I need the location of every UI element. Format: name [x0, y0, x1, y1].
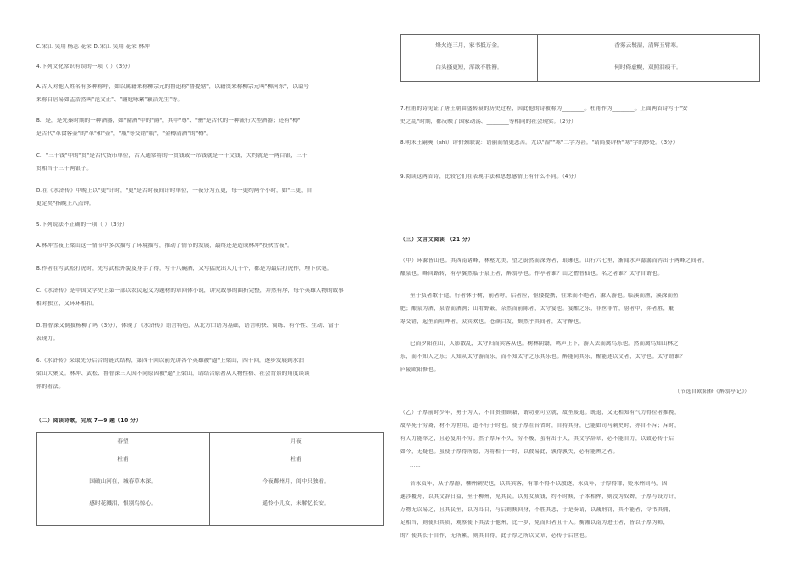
text-line: C.宋江 吴用 杨志 花荣 D.宋江 吴用 花荣 林冲	[36, 44, 150, 50]
text-line: 更定矣"指晚上八点钟。	[36, 201, 95, 207]
option-c: C．"三千钱"中的"贯"是古代货币单位，古人通常将的一贯钱或一吊钱就是一千文钱，大约就是一两白银，三千	[36, 153, 308, 159]
passage-source: （节选自欧阳修《醉翁亭记》）	[674, 389, 750, 395]
question-9: 9.阅读这两首诗，比较它们在表现手法和思想感情上有什么不同。（4分）	[400, 174, 580, 180]
question-7: 7.杜甫的诗见证了唐王朝由盛转衰的历史过程，因此他的诗被称为________。杜甫作为________。上面两首诗写于"安	[400, 106, 688, 112]
passage-line: 筹交错，起坐而喧哗者，众宾欢也。苍颜白发，颓然乎其间者，太守醉也。	[400, 319, 585, 325]
poem-author: 杜甫	[290, 457, 302, 463]
question-5: 5.下列说法不正确的一项（ ）（3分）	[36, 222, 128, 228]
poem-line: 烽火连三月，家书抵万金。	[435, 43, 503, 49]
table-divider	[537, 35, 538, 81]
question-8: 8.明末王嗣奭（shì）评价颈联说：语丽而情更悲苦。尤以"湿""寒"二字为甚。"请简要评析"寒"字的妙处。（3分）	[400, 140, 679, 146]
poem-line: 感时花溅泪，恨别鸟惊心。	[89, 501, 157, 507]
passage-line: 酿泉也。峰回路转，有亭翼然临于泉上者，醉翁亭也。作亭者谁？山之僧智仙也。名之者谁？太守自谓也。	[400, 271, 663, 277]
poem-author: 杜甫	[117, 457, 129, 463]
option-a: A.古人对他人姓名有多种称呼，如以属籍来称柳宗元的鲁迅称"鲁提辖"，以籍贯来称柳宗元叫"柳河东"，以谥号	[36, 84, 310, 90]
question-4: 4.下列文化常识有误的一项（ ）（3分）	[36, 64, 134, 70]
passage-line: 庐陵欧阳修也。	[400, 367, 440, 373]
text-line: 表现力。	[36, 336, 59, 342]
passage-line: 有人力能举之，且必复用不穷。然子厚斥不久，穷不极，虽有出于人，其文学辞章，必不能自力，以致必传于后	[400, 436, 675, 442]
option-b: B．是，是先秦时期的一种酒器，如"窗酒"中的"爵"，其中"尊"、"罍"是古代的一种流行大型酒器；还有"樽"	[36, 118, 301, 124]
passage-line: 乐，而不知人之乐；人知从太守游而乐，而不知太守之乐其乐也。醉能同其乐，醒能述以文者，太守也。太守谓谁？	[400, 354, 686, 360]
passage-line: （乙）子厚前时少年，勇于为人，不自贵重顾藉，谓功业可立就，故坐废退。既退，又无相知有气力得位者推挽，	[400, 410, 680, 416]
text-line: 你的看法。	[36, 384, 64, 390]
poem-table-continued	[400, 34, 760, 82]
text-line: 史之乱"时期，都反映了国家动荡、________等相同的社会现实。（2分）	[400, 119, 577, 125]
poem-line: 何时倚虚幌，双照泪痕干。	[614, 65, 682, 71]
poem-table	[36, 432, 384, 526]
option-d: D.在《水浒传》中晚上以"更"计时，"更"是古时夜间计时单位，一夜分为五更，每一更约两个小时，如"三更，自	[36, 188, 313, 194]
poem-line: 香雾云鬟湿，清辉玉臂寒。	[614, 43, 682, 49]
passage-line: （甲）环滁皆山也。其西南诸峰，林壑尤美，望之蔚然而深秀者，琅琊也。山行六七里，渐闻水声潺潺而泻出于两峰之间者，	[400, 258, 708, 264]
question-6: 6.《水浒传》采取先分后合的链式结构，第四十回以前先讲各个英雄被"逼"上梁山，四十回，逐步发展到水泊	[36, 358, 304, 364]
text-line: 来称白居易如孟浩然叫"范文正"、"谢庭咏絮"颖洁先生"等。	[36, 97, 184, 103]
poem-line: 国破山河在，城春草木深。	[89, 479, 157, 485]
option-a: A.林冲雪夜上梁山这一情节中多次描写了环境描写，推动了情节的发展，最终还是造成林冲"投伙雪夜"。	[36, 243, 293, 249]
section-title: （三）文言文阅读 （21 分）	[400, 237, 474, 243]
passage-line: 昔永贞年，从子厚游，柳州刺史也，以其宾客，有罪不得不以放逐，永贞年，子厚得罪，贬永州司马，因	[410, 481, 668, 487]
poem-line: 白头搔更短，浑欲不胜簪。	[435, 65, 503, 71]
text-line: 是古代"革食客壶"的"革"和"壶"，"瓶"等交错"瓶"，"金樽清酒"的"樽"。	[36, 131, 212, 137]
text-line: 贯相当于三千两银子。	[36, 166, 92, 172]
passage-line: 如今，无疑也。虽使子厚得所愿，为将相于一时，以彼易此，孰得孰失，必有能辨之者。	[400, 449, 619, 455]
passage-line: 故卒死于穷裔，材不为世用，道不行于时也。使子厚在台省时，自持其身，已能如司马刺史时，亦自不斥；斥时，	[400, 423, 680, 429]
passage-line: 已而夕阳在山，人影散乱，太守归而宾客从也。树林阴翳，鸣声上下，游人去而禽鸟乐也。然而禽鸟知山林之	[410, 341, 679, 347]
section-title: （二）阅读诗歌，完成 7—9 题（10 分）	[36, 418, 142, 424]
option-b: B.作者在写武松打虎时，先写武松外貌及身手了得，写十八碗酒，又写猛虎出人几十个，都是为最后打虎作，埋下伏笔。	[36, 266, 333, 272]
poem-title: 月夜	[290, 439, 302, 445]
passage-line: 肥；酿泉为酒，泉香而酒洌；山肴野蔌，杂然而前陈者，太守宴也。宴酣之乐，非丝非竹，射者中，弈者胜，觥	[400, 306, 675, 312]
passage-line: 足相当，则使归其质，观察使下其法于他州，比一岁，免而归者且千人。衡湘以南为进士者，皆以子厚为师，	[400, 520, 669, 526]
passage-line: 至于负者歌于途，行者休于树，前者呼，后者应，伛偻提携，往来而不绝者，滁人游也。临溪而渔，溪深而鱼	[410, 293, 679, 299]
passage-line: 遂涉覆舟，以其文辞日益，至于柳州，见其民。以男女质钱，约不时赎，子本相侔，则没为奴婢，子厚与设方计，	[400, 494, 680, 500]
text-line: 梁山大聚义。林冲、武松、鲁智深三人因不同原因被"逼"上梁山，请结合原著从人物性格、社会背景的角度谈谈	[36, 371, 310, 377]
ellipsis: ......	[410, 463, 421, 469]
text-line: 相对独立，又环环相扣。	[36, 301, 98, 307]
poem-line: 今夜鄜州月，闺中只独看。	[262, 479, 330, 485]
passage-line: 万物无以易之，且其民至，以为耳目，与后则赎回身，不胜其悲，于是奏请，以减刑罚，其不能者，令书其佣，	[400, 507, 675, 513]
option-c: C.《水浒传》是中国文学史上第一部以农民起义为题材的章回体小说，讲究故事的曲折完整，并然有序，每个英雄人物的故事	[36, 288, 344, 294]
option-d: D.鲁智深又倒拔杨柳了吗（3分），体现了《水浒传》语言特色，从北方口语为基础，语言明快、简练、有个性、生动、富于	[36, 323, 340, 329]
poem-line: 遥怜小儿女，未解忆长安。	[262, 501, 330, 507]
poem-title: 春望	[117, 439, 129, 445]
passage-line: 的？使其长于自作，无所累，则其自得，此子厚之所以文章，必传于后世也。	[400, 533, 591, 539]
